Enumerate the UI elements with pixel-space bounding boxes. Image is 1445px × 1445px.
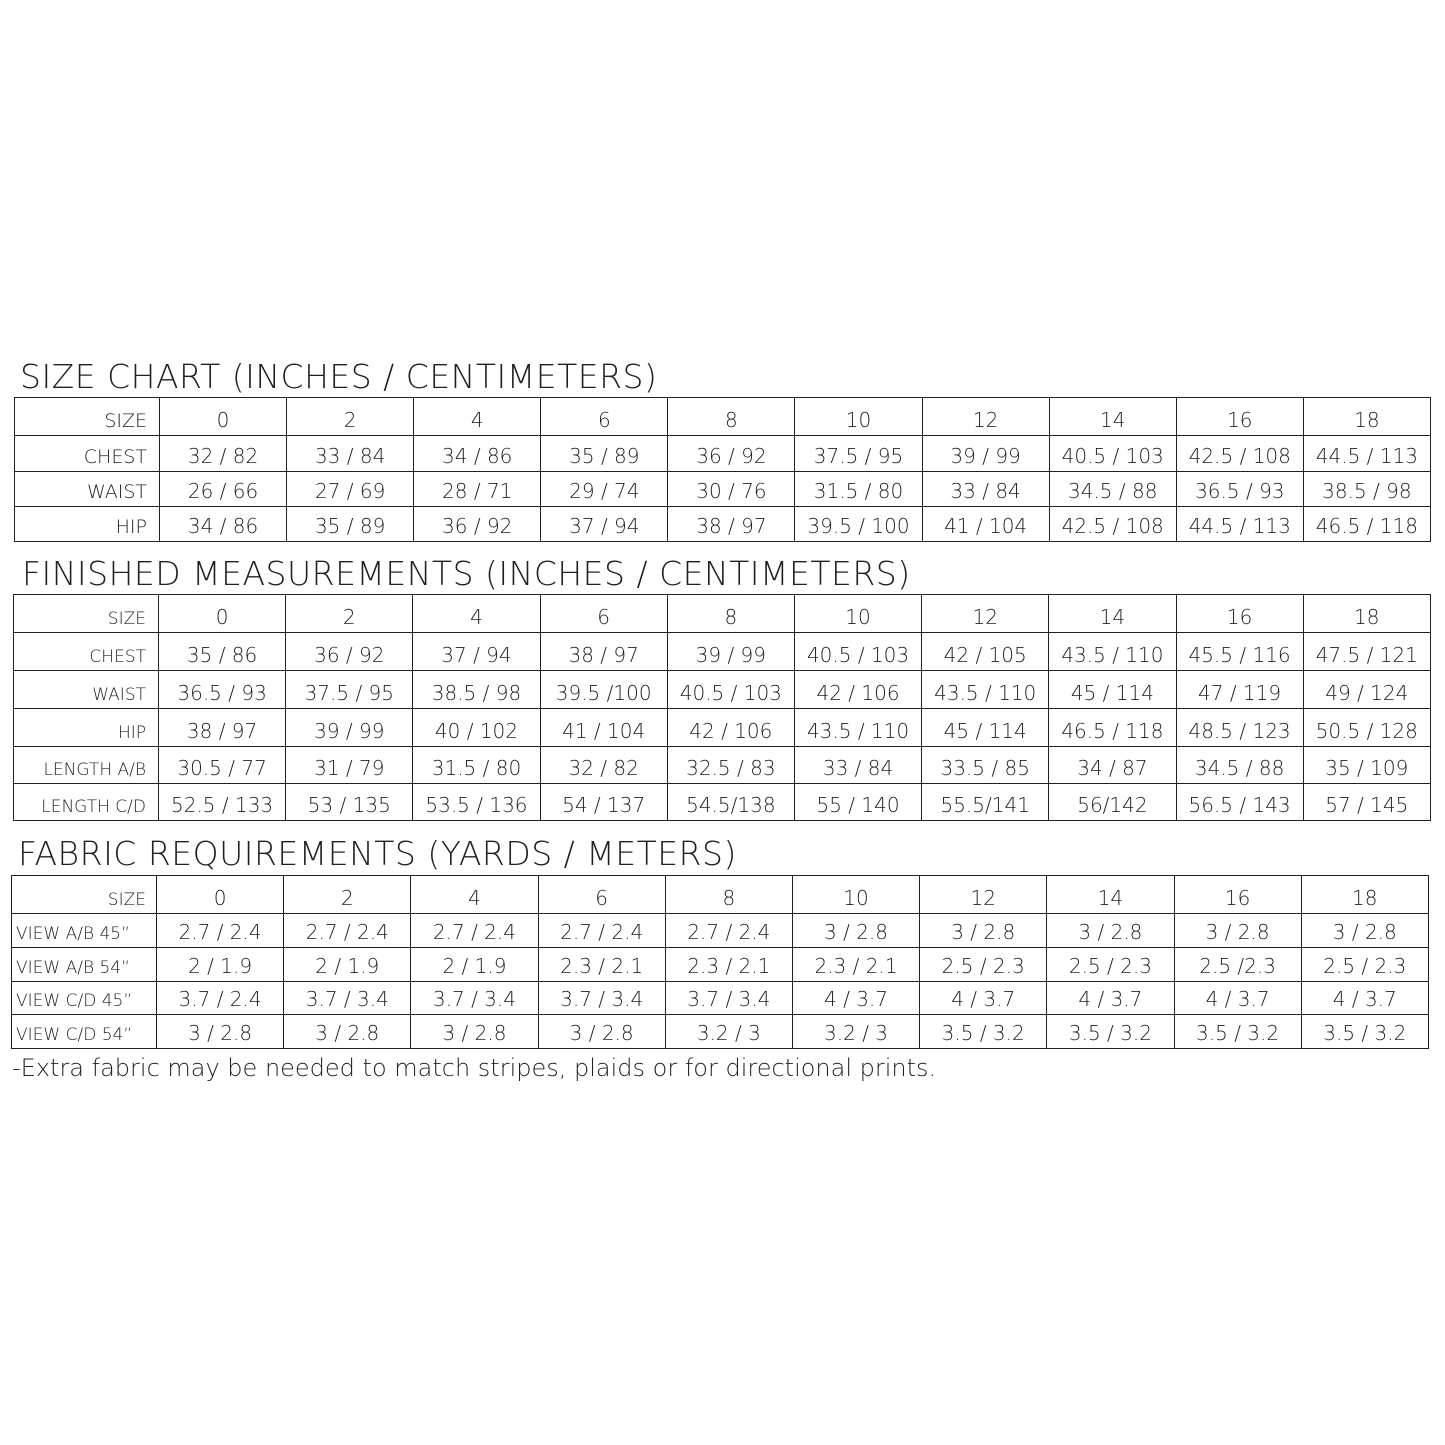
table-cell: 30.5 / 77	[159, 747, 286, 784]
table-cell: 56.5 / 143	[1176, 784, 1303, 821]
table-cell: 40.5 / 103	[794, 633, 921, 671]
table-cell: 28 / 71	[414, 472, 541, 507]
size-header-cell: 14	[1047, 876, 1174, 914]
size-header-label: SIZE	[15, 398, 160, 436]
table-cell: 2.5 /2.3	[1174, 948, 1301, 982]
row-label: LENGTH A/B	[14, 747, 159, 784]
size-chart-table	[14, 397, 1431, 542]
header-row	[15, 398, 1431, 436]
table-cell: 3 / 2.8	[411, 1015, 538, 1049]
table-cell: 3 / 2.8	[284, 1015, 411, 1049]
size-header-cell: 10	[792, 876, 919, 914]
size-header-cell: 8	[667, 595, 794, 633]
row-label: CHEST	[14, 633, 159, 671]
table-cell: 31 / 79	[286, 747, 413, 784]
size-header-cell: 18	[1301, 876, 1428, 914]
size-header-cell: 6	[541, 398, 668, 436]
table-cell: 34 / 87	[1049, 747, 1176, 784]
table-cell: 45 / 114	[1049, 671, 1176, 709]
table-cell: 26 / 66	[160, 472, 287, 507]
table-cell: 37 / 94	[541, 507, 668, 542]
table-cell: 35 / 89	[541, 436, 668, 472]
table-cell: 3 / 2.8	[1047, 914, 1174, 948]
table-cell: 45 / 114	[922, 709, 1049, 747]
row-label: HIP	[14, 709, 159, 747]
table-cell: 3 / 2.8	[792, 914, 919, 948]
table-cell: 2 / 1.9	[411, 948, 538, 982]
fabric-note: -Extra fabric may be needed to match stripes, plaids or for directional prints.	[12, 1054, 937, 1082]
table-cell: 32 / 82	[160, 436, 287, 472]
row-label: LENGTH C/D	[14, 784, 159, 821]
table-cell: 34.5 / 88	[1049, 472, 1176, 507]
size-header-cell: 12	[922, 398, 1049, 436]
table-row	[14, 784, 1431, 821]
table-cell: 31.5 / 80	[795, 472, 922, 507]
table-cell: 3.7 / 3.4	[284, 982, 411, 1015]
table-cell: 44.5 / 113	[1176, 507, 1303, 542]
size-chart-title: SIZE CHART (INCHES / CENTIMETERS)	[20, 357, 658, 396]
table-cell: 38 / 97	[540, 633, 667, 671]
table-cell: 4 / 3.7	[920, 982, 1047, 1015]
table-cell: 45.5 / 116	[1176, 633, 1303, 671]
table-cell: 36 / 92	[668, 436, 795, 472]
size-header-cell: 2	[286, 595, 413, 633]
table-cell: 2.3 / 2.1	[665, 948, 792, 982]
table-cell: 3.7 / 3.4	[665, 982, 792, 1015]
table-cell: 32 / 82	[540, 747, 667, 784]
table-cell: 48.5 / 123	[1176, 709, 1303, 747]
table-cell: 42 / 105	[922, 633, 1049, 671]
table-cell: 3.5 / 3.2	[920, 1015, 1047, 1049]
size-header-cell: 14	[1049, 595, 1176, 633]
size-header-cell: 18	[1303, 595, 1430, 633]
table-cell: 4 / 3.7	[792, 982, 919, 1015]
table-cell: 36.5 / 93	[159, 671, 286, 709]
table-cell: 3.2 / 3	[665, 1015, 792, 1049]
size-header-cell: 0	[159, 595, 286, 633]
table-cell: 37.5 / 95	[795, 436, 922, 472]
size-header-cell: 14	[1049, 398, 1176, 436]
table-cell: 2.7 / 2.4	[157, 914, 284, 948]
table-cell: 32.5 / 83	[667, 747, 794, 784]
table-row	[12, 948, 1429, 982]
table-cell: 2 / 1.9	[284, 948, 411, 982]
table-cell: 43.5 / 110	[794, 709, 921, 747]
table-cell: 27 / 69	[287, 472, 414, 507]
table-cell: 30 / 76	[668, 472, 795, 507]
table-cell: 3 / 2.8	[538, 1015, 665, 1049]
table-cell: 4 / 3.7	[1174, 982, 1301, 1015]
table-cell: 50.5 / 128	[1303, 709, 1430, 747]
table-cell: 3 / 2.8	[920, 914, 1047, 948]
table-cell: 40.5 / 103	[1049, 436, 1176, 472]
table-cell: 33 / 84	[922, 472, 1049, 507]
table-cell: 2.3 / 2.1	[538, 948, 665, 982]
table-cell: 56/142	[1049, 784, 1176, 821]
size-header-cell: 0	[160, 398, 287, 436]
size-header-cell: 8	[668, 398, 795, 436]
size-header-cell: 12	[920, 876, 1047, 914]
size-header-cell: 6	[540, 595, 667, 633]
table-row	[14, 747, 1431, 784]
table-row	[12, 982, 1429, 1015]
table-cell: 35 / 109	[1303, 747, 1430, 784]
table-cell: 39.5 /100	[540, 671, 667, 709]
table-cell: 3.5 / 3.2	[1047, 1015, 1174, 1049]
size-header-cell: 10	[794, 595, 921, 633]
table-cell: 2.3 / 2.1	[792, 948, 919, 982]
table-cell: 36 / 92	[286, 633, 413, 671]
table-cell: 2.5 / 2.3	[920, 948, 1047, 982]
table-cell: 2.5 / 2.3	[1047, 948, 1174, 982]
table-cell: 49 / 124	[1303, 671, 1430, 709]
size-header-cell: 4	[414, 398, 541, 436]
table-cell: 33 / 84	[287, 436, 414, 472]
table-cell: 3 / 2.8	[157, 1015, 284, 1049]
size-header-cell: 16	[1176, 595, 1303, 633]
row-label: VIEW A/B 45”	[12, 914, 157, 948]
table-cell: 29 / 74	[541, 472, 668, 507]
table-cell: 3.2 / 3	[792, 1015, 919, 1049]
size-header-cell: 12	[922, 595, 1049, 633]
table-cell: 42.5 / 108	[1049, 507, 1176, 542]
finished-measurements-title: FINISHED MEASUREMENTS (INCHES / CENTIMETERS)	[22, 554, 911, 593]
row-label: HIP	[15, 507, 160, 542]
row-label: VIEW C/D 54”	[12, 1015, 157, 1049]
size-header-cell: 2	[287, 398, 414, 436]
table-cell: 34.5 / 88	[1176, 747, 1303, 784]
table-cell: 53.5 / 136	[413, 784, 540, 821]
table-cell: 57 / 145	[1303, 784, 1430, 821]
table-cell: 31.5 / 80	[413, 747, 540, 784]
size-header-cell: 0	[157, 876, 284, 914]
table-cell: 41 / 104	[540, 709, 667, 747]
size-header-cell: 18	[1303, 398, 1430, 436]
size-header-label: SIZE	[12, 876, 157, 914]
row-label: WAIST	[15, 472, 160, 507]
table-cell: 39 / 99	[667, 633, 794, 671]
size-header-cell: 8	[665, 876, 792, 914]
table-cell: 3 / 2.8	[1301, 914, 1428, 948]
size-header-cell: 4	[413, 595, 540, 633]
row-label: WAIST	[14, 671, 159, 709]
table-cell: 39.5 / 100	[795, 507, 922, 542]
size-header-cell: 10	[795, 398, 922, 436]
table-cell: 2.7 / 2.4	[284, 914, 411, 948]
table-cell: 42 / 106	[794, 671, 921, 709]
table-cell: 3.7 / 3.4	[411, 982, 538, 1015]
table-cell: 35 / 89	[287, 507, 414, 542]
table-cell: 2.7 / 2.4	[665, 914, 792, 948]
table-cell: 52.5 / 133	[159, 784, 286, 821]
table-cell: 53 / 135	[286, 784, 413, 821]
table-cell: 36.5 / 93	[1176, 472, 1303, 507]
table-cell: 2.7 / 2.4	[411, 914, 538, 948]
table-row	[14, 633, 1431, 671]
table-cell: 3.7 / 2.4	[157, 982, 284, 1015]
table-cell: 47 / 119	[1176, 671, 1303, 709]
table-cell: 43.5 / 110	[922, 671, 1049, 709]
table-cell: 42.5 / 108	[1176, 436, 1303, 472]
table-cell: 33 / 84	[794, 747, 921, 784]
finished-measurements-table	[13, 594, 1431, 821]
table-cell: 40 / 102	[413, 709, 540, 747]
table-cell: 38 / 97	[668, 507, 795, 542]
table-cell: 3 / 2.8	[1174, 914, 1301, 948]
size-header-cell: 16	[1176, 398, 1303, 436]
table-cell: 2.5 / 2.3	[1301, 948, 1428, 982]
table-cell: 55 / 140	[794, 784, 921, 821]
table-cell: 44.5 / 113	[1303, 436, 1430, 472]
table-cell: 4 / 3.7	[1047, 982, 1174, 1015]
table-cell: 3.5 / 3.2	[1301, 1015, 1428, 1049]
table-cell: 39 / 99	[922, 436, 1049, 472]
row-label: VIEW A/B 54”	[12, 948, 157, 982]
header-row	[14, 595, 1431, 633]
table-cell: 33.5 / 85	[922, 747, 1049, 784]
table-row	[14, 709, 1431, 747]
table-cell: 42 / 106	[667, 709, 794, 747]
size-header-cell: 4	[411, 876, 538, 914]
table-cell: 43.5 / 110	[1049, 633, 1176, 671]
table-cell: 40.5 / 103	[667, 671, 794, 709]
size-header-cell: 6	[538, 876, 665, 914]
header-row	[12, 876, 1429, 914]
table-cell: 35 / 86	[159, 633, 286, 671]
table-row	[15, 507, 1431, 542]
table-cell: 38.5 / 98	[1303, 472, 1430, 507]
table-cell: 55.5/141	[922, 784, 1049, 821]
table-row	[15, 472, 1431, 507]
table-cell: 47.5 / 121	[1303, 633, 1430, 671]
row-label: VIEW C/D 45”	[12, 982, 157, 1015]
row-label: CHEST	[15, 436, 160, 472]
table-cell: 37 / 94	[413, 633, 540, 671]
table-cell: 54.5/138	[667, 784, 794, 821]
table-cell: 46.5 / 118	[1303, 507, 1430, 542]
table-cell: 2 / 1.9	[157, 948, 284, 982]
fabric-requirements-table	[11, 875, 1429, 1049]
table-row	[14, 671, 1431, 709]
size-header-cell: 16	[1174, 876, 1301, 914]
table-cell: 34 / 86	[414, 436, 541, 472]
table-cell: 3.5 / 3.2	[1174, 1015, 1301, 1049]
table-cell: 36 / 92	[414, 507, 541, 542]
table-cell: 41 / 104	[922, 507, 1049, 542]
table-cell: 4 / 3.7	[1301, 982, 1428, 1015]
fabric-requirements-title: FABRIC REQUIREMENTS (YARDS / METERS)	[18, 834, 737, 873]
table-row	[12, 914, 1429, 948]
table-cell: 38.5 / 98	[413, 671, 540, 709]
size-header-cell: 2	[284, 876, 411, 914]
size-header-label: SIZE	[14, 595, 159, 633]
table-cell: 2.7 / 2.4	[538, 914, 665, 948]
table-row	[15, 436, 1431, 472]
table-cell: 38 / 97	[159, 709, 286, 747]
table-cell: 37.5 / 95	[286, 671, 413, 709]
table-cell: 3.7 / 3.4	[538, 982, 665, 1015]
table-cell: 34 / 86	[160, 507, 287, 542]
table-cell: 54 / 137	[540, 784, 667, 821]
table-cell: 39 / 99	[286, 709, 413, 747]
table-row	[12, 1015, 1429, 1049]
table-cell: 46.5 / 118	[1049, 709, 1176, 747]
